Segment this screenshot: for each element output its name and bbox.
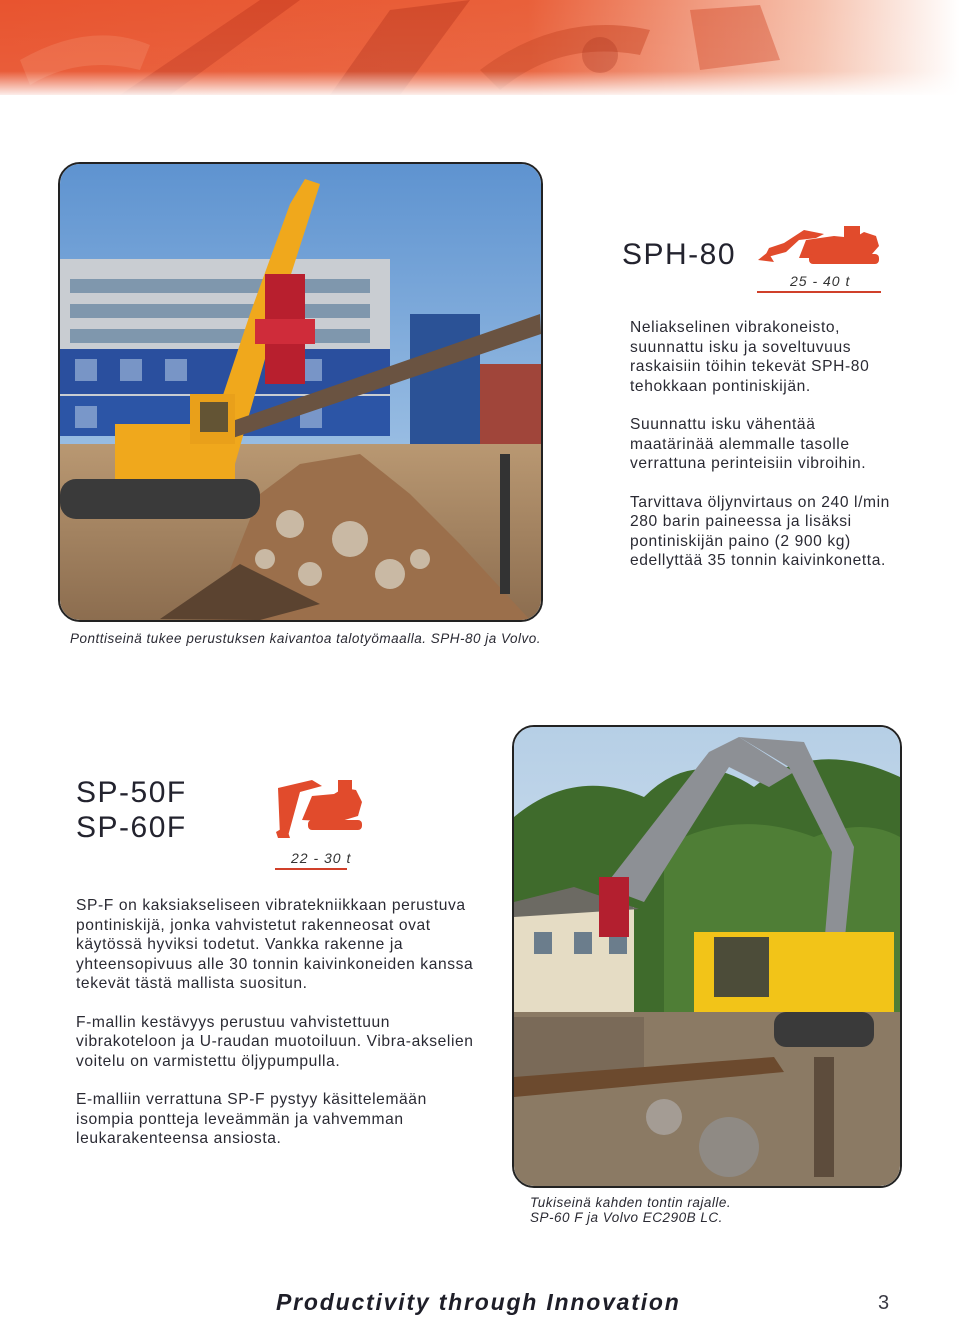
spf-title-60f: SP-60F [76,811,187,844]
spf-paragraph-1: SP-F on kaksiakseliseen vibratekniikkaan perustuva pontiniskijä, jonka vahvistetut rakenneosat ovat käytössä hyviksi todetut. Vankka rakenne ja yhteensopivuus alle 30 tonnin kaivinkoneiden kanssa tekevät tästä mallista suositun. [76,897,474,992]
sph80-caption: Ponttiseinä tukee perustuksen kaivantoa talotyömaalla. SPH-80 ja Volvo. [70,631,542,646]
spf-divider [275,868,347,870]
sph80-description [630,318,900,571]
excavator-icon [272,776,367,849]
banner-graphic [0,0,960,95]
sph80-paragraph-3: Tarvittava öljynvirtaus on 240 l/min 280 barin paineessa ja lisäksi pontiniskijän paino (2 900 kg) edellyttää 35 tonnin kaivinkonetta. [630,493,890,569]
sph80-divider [757,291,881,293]
top-banner [0,0,960,95]
sph80-paragraph-2: Suunnattu isku vähentää maatärinää alemmalle tasolle verrattuna perinteisiin vibroihin. [630,416,867,472]
excavator-icon [754,218,884,273]
page-number: 3 [878,1292,890,1314]
spf-title-50f: SP-50F [76,776,187,809]
sph80-weight: 25 - 40 t [790,273,851,289]
spf-description [76,896,476,1149]
spf-weight: 22 - 30 t [291,850,352,866]
sph80-title: SPH-80 [622,238,737,271]
sph80-paragraph-1: Neliakselinen vibrakoneisto, suunnattu isku ja soveltuvuus raskaisiin töihin tekevät SPH-80 tehokkaan pontiniskijän. [630,319,870,395]
footer-slogan: Productivity through Innovation [276,1289,681,1315]
photo-sph80-site [58,162,543,622]
photo-spf-site [512,725,902,1188]
spf-caption-line-2: SP-60 F ja Volvo EC290B LC. [530,1210,723,1225]
spf-caption-line-1: Tukiseinä kahden tontin rajalle. [530,1195,732,1210]
spf-paragraph-2: F-mallin kestävyys perustuu vahvistettuun vibrakoteloon ja U-raudan muotoiluun. Vibra-akselien voitelu on varmistettu öljypumpulla. [76,1013,474,1070]
spf-paragraph-3: E-malliin verrattuna SP-F pystyy käsittelemään isompia pontteja leveämmän ja vahvemman leukarakenteensa ansiosta. [76,1091,427,1147]
